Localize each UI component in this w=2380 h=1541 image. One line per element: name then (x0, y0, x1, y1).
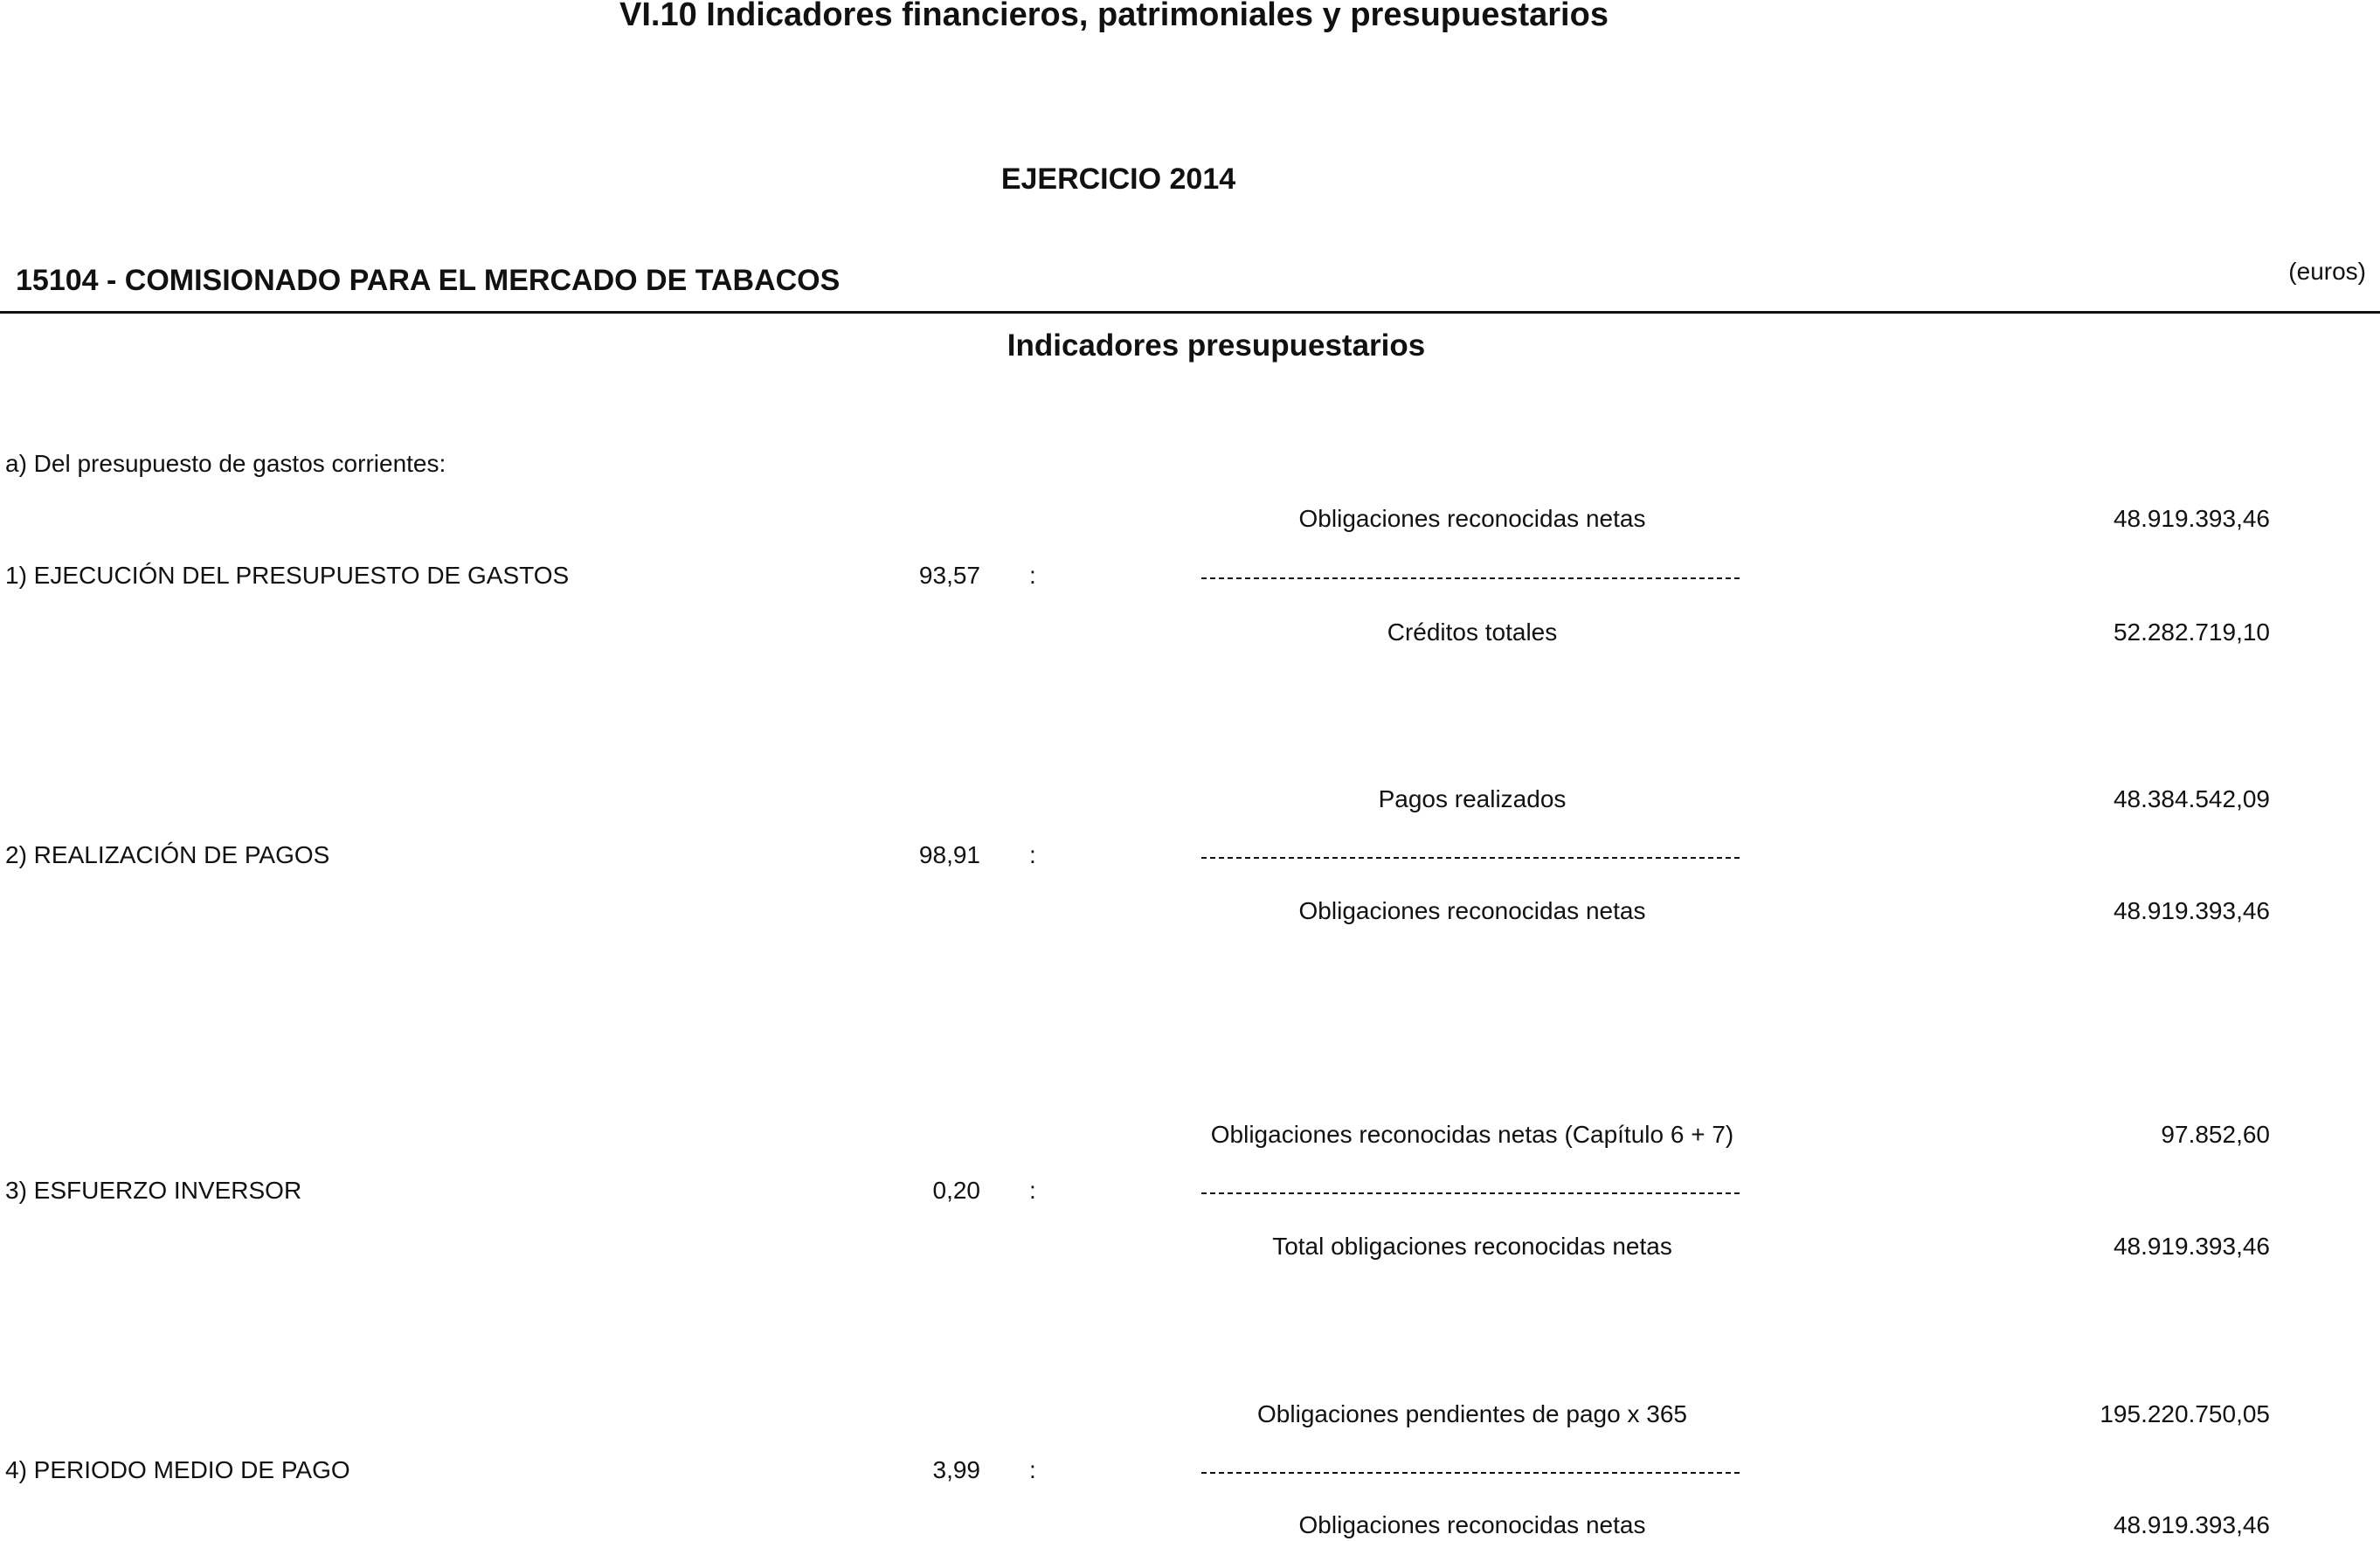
numerator-amount: 195.220.750,05 (2100, 1400, 2270, 1427)
numerator-amount: 97.852,60 (2161, 1121, 2270, 1148)
page-title: VI.10 Indicadores financieros, patrimoniales y presupuestarios (619, 0, 1609, 33)
indicator-colon: : (1029, 1177, 1036, 1204)
indicator-value: 98,91 (918, 841, 980, 868)
denominator-label: Obligaciones reconocidas netas (1298, 1511, 1646, 1538)
indicator-colon: : (1029, 562, 1036, 589)
currency-note: (euros) (2288, 258, 2366, 285)
numerator-amount: 48.384.542,09 (2113, 785, 2270, 812)
numerator-label: Obligaciones reconocidas netas (Capítulo 6 + 7) (1210, 1121, 1734, 1148)
denominator-label: Créditos totales (1387, 618, 1558, 646)
fraction-line (1201, 577, 1740, 579)
exercise-year: EJERCICIO 2014 (1000, 162, 1236, 196)
fraction-line (1201, 857, 1740, 859)
numerator-amount: 48.919.393,46 (2113, 505, 2270, 532)
denominator-amount: 48.919.393,46 (2113, 1511, 2270, 1538)
denominator-amount: 52.282.719,10 (2113, 618, 2270, 646)
indicator-value: 93,57 (918, 562, 980, 589)
indicator-value: 3,99 (932, 1456, 980, 1483)
indicator-label: 1) EJECUCIÓN DEL PRESUPUESTO DE GASTOS (5, 562, 570, 589)
denominator-amount: 48.919.393,46 (2113, 1233, 2270, 1260)
section-title: Indicadores presupuestarios (1007, 328, 1426, 363)
section-subheading: a) Del presupuesto de gastos corrientes: (5, 450, 446, 477)
indicator-label: 4) PERIODO MEDIO DE PAGO (5, 1456, 350, 1483)
indicator-label: 3) ESFUERZO INVERSOR (5, 1177, 302, 1204)
fraction-line (1201, 1192, 1740, 1194)
indicator-label: 2) REALIZACIÓN DE PAGOS (5, 841, 330, 868)
fraction-line (1201, 1472, 1740, 1474)
denominator-amount: 48.919.393,46 (2113, 897, 2270, 924)
indicator-colon: : (1029, 841, 1036, 868)
denominator-label: Total obligaciones reconocidas netas (1272, 1233, 1672, 1260)
denominator-label: Obligaciones reconocidas netas (1298, 897, 1646, 924)
entity-name: 15104 - COMISIONADO PARA EL MERCADO DE TABACOS (16, 264, 841, 297)
header-divider (0, 311, 2380, 314)
indicator-colon: : (1029, 1456, 1036, 1483)
numerator-label: Obligaciones pendientes de pago x 365 (1257, 1400, 1687, 1427)
numerator-label: Obligaciones reconocidas netas (1298, 505, 1646, 532)
numerator-label: Pagos realizados (1378, 785, 1567, 812)
indicator-value: 0,20 (932, 1177, 980, 1204)
